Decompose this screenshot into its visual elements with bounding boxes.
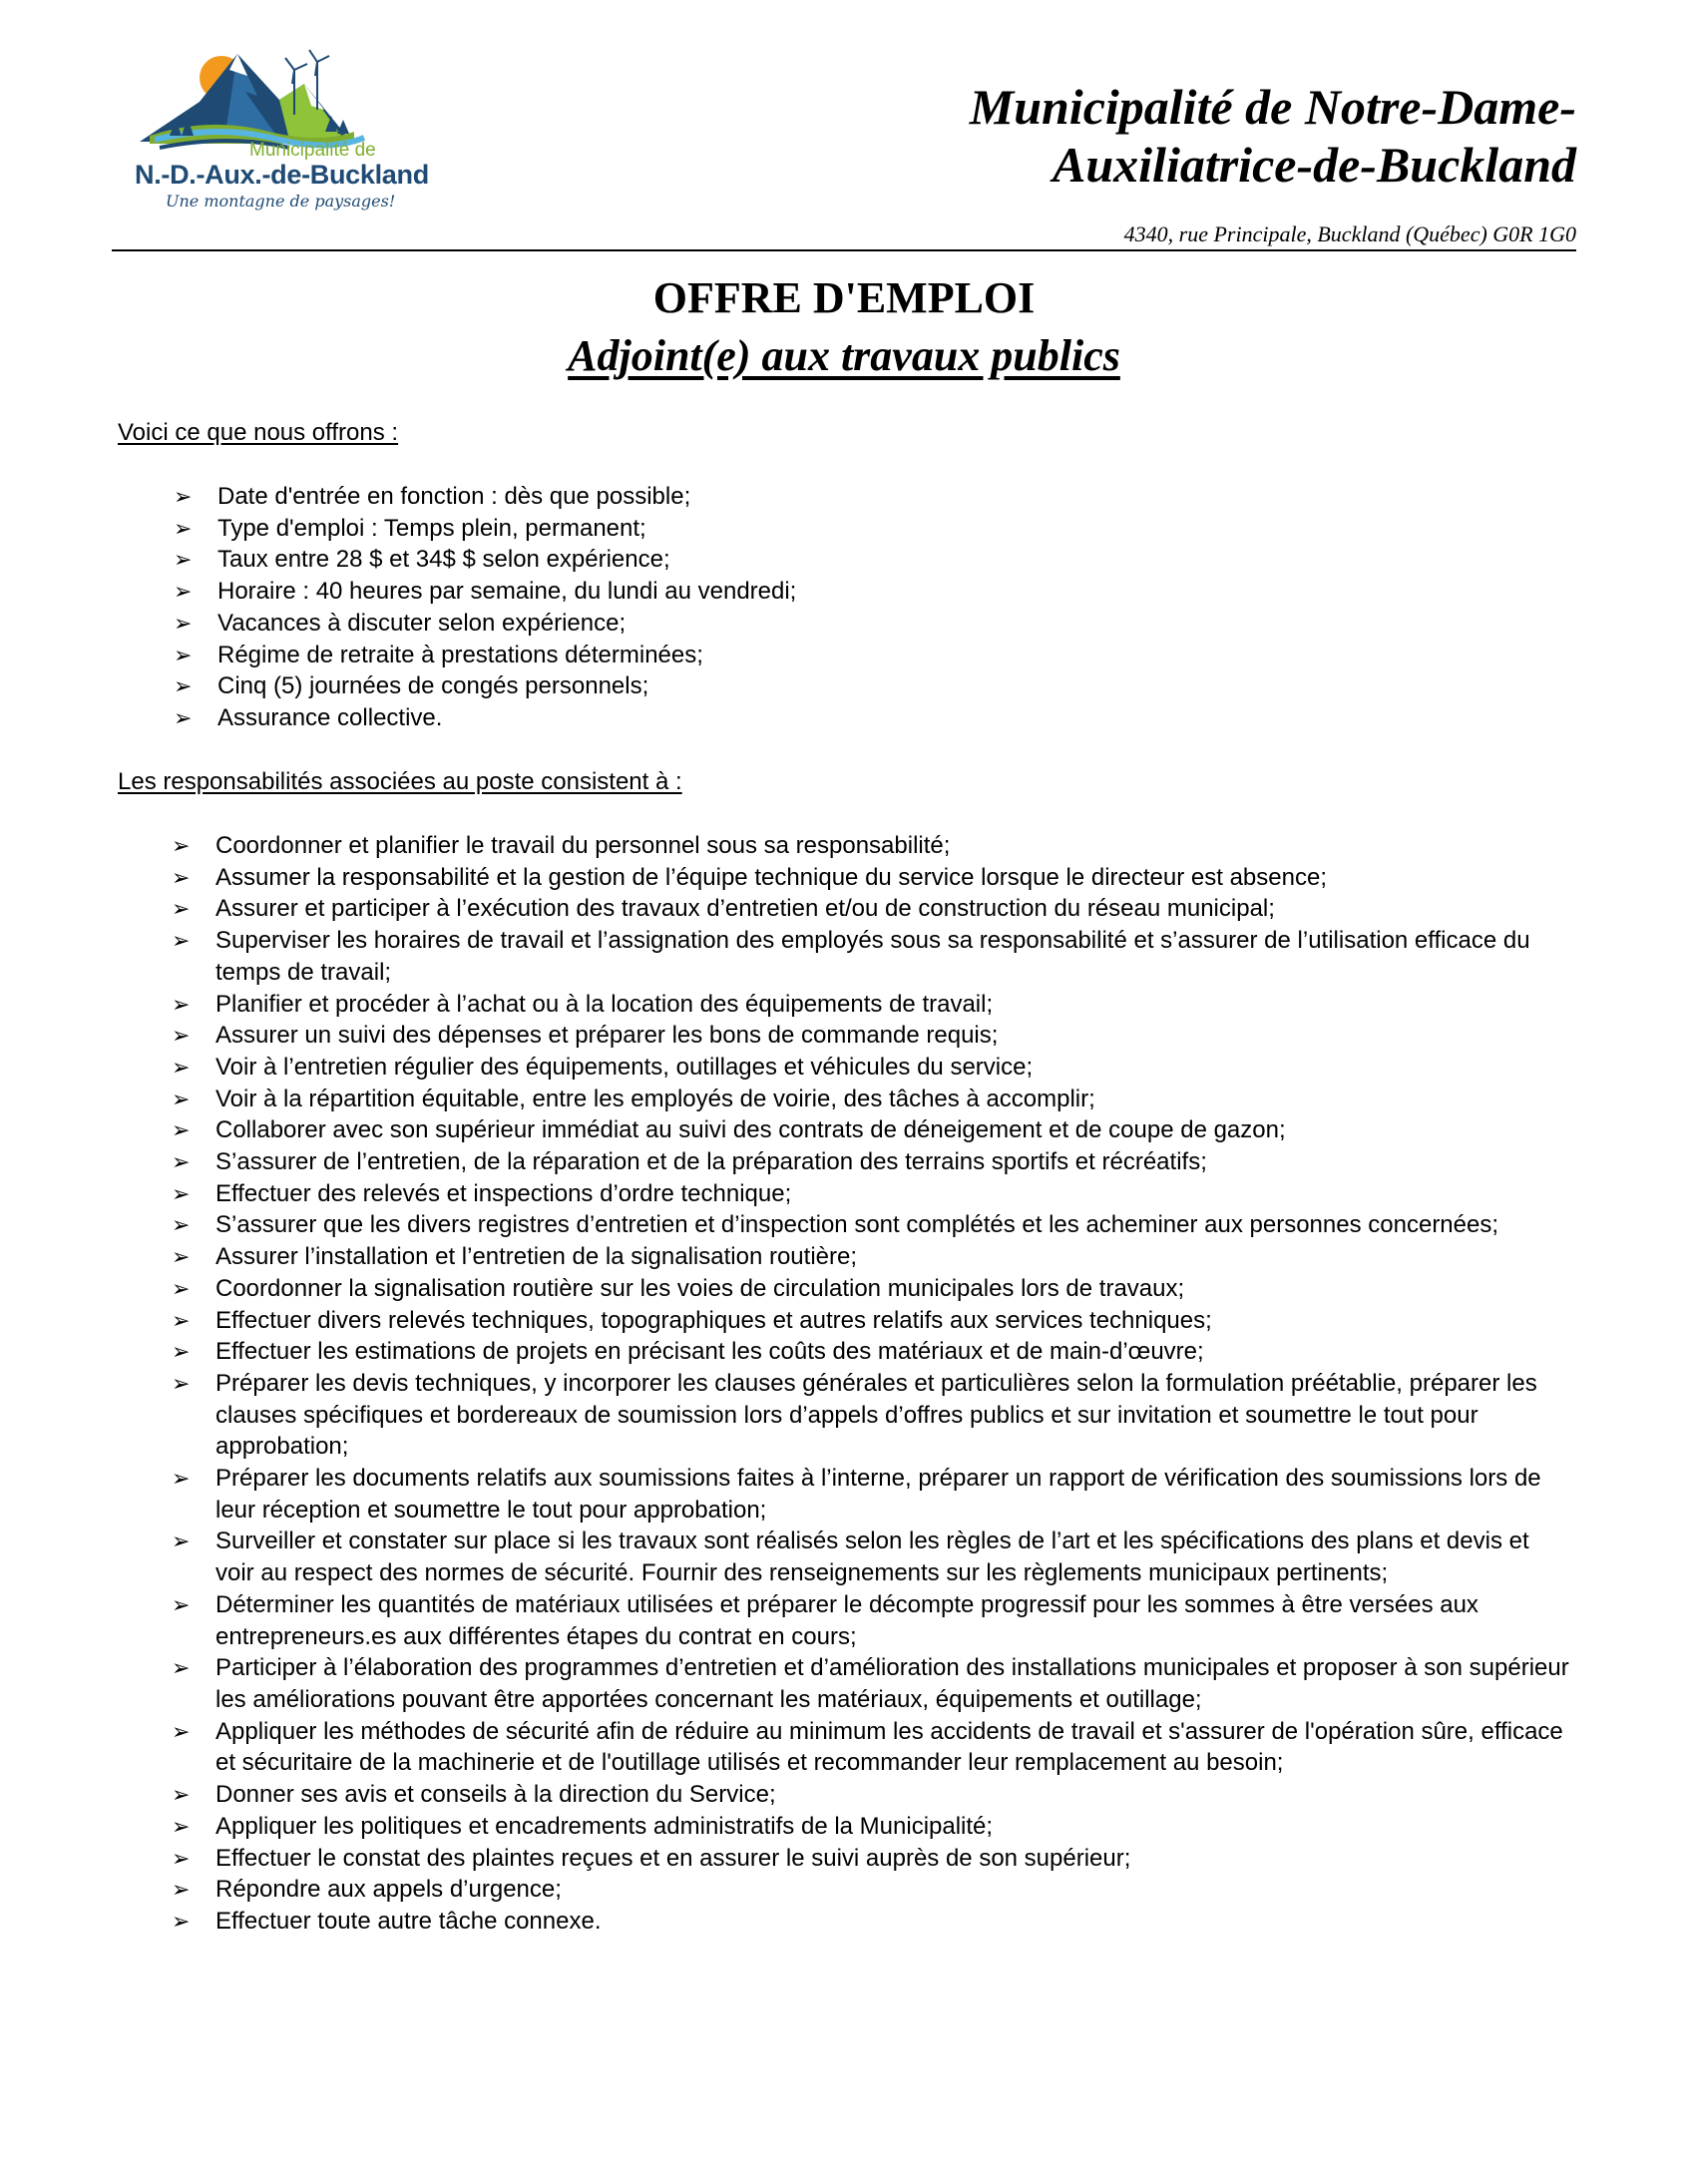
arrowhead-bullet-icon: ➢ xyxy=(172,1813,191,1839)
arrowhead-bullet-icon: ➢ xyxy=(172,1307,191,1333)
list-item xyxy=(172,1652,1572,1715)
list-item xyxy=(172,1273,1572,1305)
list-item-text: Assumer la responsabilité et la gestion de l’équipe technique du service lorsque le directeur est absence; xyxy=(215,863,1327,891)
arrowhead-bullet-icon: ➢ xyxy=(172,1655,191,1681)
arrowhead-bullet-icon: ➢ xyxy=(172,1782,191,1808)
municipality-address: 4340, rue Principale, Buckland (Québec) G0R 1G0 xyxy=(1123,221,1576,246)
list-item-text: Appliquer les méthodes de sécurité afin de réduire au minimum les accidents de travail et s'assurer de l'opération sûre, efficace et sécuritaire de la machinerie et de l'outillage utilisés et recommander leur remplacement au besoin; xyxy=(215,1717,1563,1777)
list-item-text: Assurer l’installation et l’entretien de la signalisation routière; xyxy=(215,1243,858,1271)
responsibilities-list xyxy=(172,830,1572,1938)
list-item-text: Voir à la répartition équitable, entre les employés de voirie, des tâches à accomplir; xyxy=(215,1085,1095,1112)
list-item xyxy=(172,893,1572,925)
arrowhead-bullet-icon: ➢ xyxy=(172,1244,191,1270)
list-item-text: Effectuer les estimations de projets en précisant les coûts des matériaux et de main-d’œuvre; xyxy=(215,1338,1204,1366)
arrowhead-bullet-icon: ➢ xyxy=(172,1370,191,1396)
arrowhead-bullet-icon: ➢ xyxy=(172,928,191,954)
arrowhead-bullet-icon: ➢ xyxy=(174,610,193,636)
arrowhead-bullet-icon: ➢ xyxy=(172,1086,191,1111)
list-item xyxy=(172,1368,1572,1463)
list-item xyxy=(172,1336,1572,1368)
list-item-text: Horaire : 40 heures par semaine, du lundi au vendredi; xyxy=(217,578,797,606)
list-item-text: Type d'emploi : Temps plein, permanent; xyxy=(217,514,646,542)
arrowhead-bullet-icon: ➢ xyxy=(172,896,191,922)
header-divider xyxy=(112,249,1576,251)
list-item xyxy=(172,1526,1572,1588)
list-item xyxy=(172,1114,1572,1146)
list-item-text: S’assurer de l’entretien, de la réparation et de la préparation des terrains sportifs et récréatifs; xyxy=(215,1148,1207,1176)
list-item-text: Effectuer toute autre tâche connexe. xyxy=(215,1907,602,1935)
list-item-text: Planifier et procéder à l’achat ou à la location des équipements de travail; xyxy=(215,990,994,1018)
list-item xyxy=(174,544,1471,576)
municipality-name-line2: Auxiliatrice-de-Buckland xyxy=(1053,137,1576,193)
list-item xyxy=(172,1084,1572,1115)
list-item xyxy=(172,862,1572,894)
arrowhead-bullet-icon: ➢ xyxy=(172,1149,191,1175)
list-item xyxy=(172,1716,1572,1779)
arrowhead-bullet-icon: ➢ xyxy=(172,1466,191,1492)
list-item-text: S’assurer que les divers registres d’entretien et d’inspection sont complétés et les acheminer aux personnes concernées; xyxy=(215,1211,1499,1239)
list-item-text: Coordonner et planifier le travail du personnel sous sa responsabilité; xyxy=(215,832,951,859)
list-item-text: Effectuer divers relevés techniques, topographiques et autres relatifs aux services techniques; xyxy=(215,1306,1212,1334)
arrowhead-bullet-icon: ➢ xyxy=(174,515,193,541)
list-item-text: Préparer les devis techniques, y incorporer les clauses générales et particulières selon la formulation préétablie, préparer les clauses spécifiques et bordereaux de soumission lors d’appels d’offres publics et sur invitation et soumettre le tout pour approbation; xyxy=(215,1369,1537,1461)
page-title: OFFRE D'EMPLOI xyxy=(652,273,1036,322)
list-item-text: Préparer les documents relatifs aux soumissions faites à l’interne, préparer un rapport de vérification des soumissions lors de leur réception et soumettre le tout pour approbation; xyxy=(215,1465,1541,1524)
list-item xyxy=(172,1209,1572,1241)
list-item-text: Assurer un suivi des dépenses et préparer les bons de commande requis; xyxy=(215,1022,999,1050)
arrowhead-bullet-icon: ➢ xyxy=(172,833,191,858)
list-item xyxy=(174,702,1471,734)
arrowhead-bullet-icon: ➢ xyxy=(172,1054,191,1080)
arrowhead-bullet-icon: ➢ xyxy=(172,1339,191,1365)
list-item xyxy=(172,830,1572,862)
arrowhead-bullet-icon: ➢ xyxy=(174,484,193,509)
list-item xyxy=(172,1052,1572,1084)
list-item xyxy=(172,1241,1572,1273)
arrowhead-bullet-icon: ➢ xyxy=(172,1275,191,1301)
list-item-text: Voir à l’entretien régulier des équipements, outillages et véhicules du service; xyxy=(215,1053,1034,1081)
municipality-logo xyxy=(130,40,429,215)
list-item xyxy=(174,608,1471,640)
list-item-text: Taux entre 28 $ et 34$ $ selon expérience; xyxy=(217,546,670,574)
list-item-text: Coordonner la signalisation routière sur les voies de circulation municipales lors de travaux; xyxy=(215,1274,1185,1302)
list-item xyxy=(174,670,1471,702)
arrowhead-bullet-icon: ➢ xyxy=(172,1591,191,1617)
list-item-text: Assurance collective. xyxy=(217,703,443,731)
logo-slogan: Une montagne de paysages! xyxy=(166,192,396,211)
job-title: Adjoint(e) aux travaux publics xyxy=(568,331,1120,380)
list-item xyxy=(172,1874,1572,1906)
list-item-text: Déterminer les quantités de matériaux utilisées et préparer le décompte progressif pour les sommes à être versées aux entrepreneurs.es aux différentes étapes du contrat en cours; xyxy=(215,1590,1478,1650)
list-item-text: Surveiller et constater sur place si les travaux sont réalisés selon les règles de l’art et les spécifications des plans et devis et voir au respect des normes de sécurité. Fournir des renseignements sur les règlements municipaux pertinents; xyxy=(215,1528,1529,1587)
list-item xyxy=(174,640,1471,671)
list-item xyxy=(172,1305,1572,1337)
list-item xyxy=(174,513,1471,545)
list-item-text: Cinq (5) journées de congés personnels; xyxy=(217,672,649,700)
list-item-text: Répondre aux appels d’urgence; xyxy=(215,1876,562,1904)
list-item-text: Superviser les horaires de travail et l’assignation des employés sous sa responsabilité et s’assurer de l’utilisation efficace du temps de travail; xyxy=(215,927,1530,986)
list-item xyxy=(172,1589,1572,1652)
list-item-text: Régime de retraite à prestations déterminées; xyxy=(217,641,703,668)
list-item xyxy=(172,1906,1572,1938)
list-item xyxy=(172,925,1572,988)
list-item xyxy=(172,1779,1572,1811)
list-item-text: Effectuer le constat des plaintes reçues et en assurer le suivi auprès de son supérieur; xyxy=(215,1844,1131,1872)
list-item-text: Effectuer des relevés et inspections d’ordre technique; xyxy=(215,1179,792,1207)
arrowhead-bullet-icon: ➢ xyxy=(172,991,191,1017)
list-item xyxy=(172,1463,1572,1526)
list-item xyxy=(174,481,1471,513)
responsibilities-heading: Les responsabilités associées au poste consistent à : xyxy=(118,768,682,795)
arrowhead-bullet-icon: ➢ xyxy=(172,1117,191,1143)
arrowhead-bullet-icon: ➢ xyxy=(172,1845,191,1871)
arrowhead-bullet-icon: ➢ xyxy=(172,1877,191,1903)
arrowhead-bullet-icon: ➢ xyxy=(172,1908,191,1934)
municipality-name xyxy=(970,78,1576,194)
list-item-text: Vacances à discuter selon expérience; xyxy=(217,609,627,637)
list-item xyxy=(172,1178,1572,1210)
list-item-text: Assurer et participer à l’exécution des travaux d’entretien et/ou de construction du réseau municipal; xyxy=(215,895,1275,923)
logo-text-line2: N.-D.-Aux.-de-Buckland xyxy=(135,160,429,190)
list-item-text: Donner ses avis et conseils à la direction du Service; xyxy=(215,1781,776,1809)
arrowhead-bullet-icon: ➢ xyxy=(172,1718,191,1744)
list-item xyxy=(172,1811,1572,1843)
list-item xyxy=(172,1146,1572,1178)
arrowhead-bullet-icon: ➢ xyxy=(174,673,193,699)
list-item xyxy=(172,1020,1572,1052)
list-item xyxy=(174,576,1471,608)
list-item-text: Date d'entrée en fonction : dès que possible; xyxy=(217,483,691,510)
arrowhead-bullet-icon: ➢ xyxy=(174,547,193,573)
arrowhead-bullet-icon: ➢ xyxy=(172,864,191,890)
list-item xyxy=(172,1843,1572,1875)
list-item xyxy=(172,989,1572,1021)
arrowhead-bullet-icon: ➢ xyxy=(174,642,193,667)
offers-heading: Voici ce que nous offrons : xyxy=(118,419,399,446)
municipality-name-line1: Municipalité de Notre-Dame- xyxy=(969,79,1576,135)
list-item-text: Appliquer les politiques et encadrements administratifs de la Municipalité; xyxy=(215,1812,994,1840)
logo-text-line1: Municipalité de xyxy=(249,140,376,161)
offers-list xyxy=(174,481,1471,734)
list-item-text: Participer à l’élaboration des programmes d’entretien et d’amélioration des installations municipales et proposer à son supérieur les améliorations pouvant être apportées concernant les matériaux, équipements et outillage; xyxy=(215,1654,1569,1713)
arrowhead-bullet-icon: ➢ xyxy=(172,1023,191,1049)
arrowhead-bullet-icon: ➢ xyxy=(174,704,193,730)
list-item-text: Collaborer avec son supérieur immédiat au suivi des contrats de déneigement et de coupe de gazon; xyxy=(215,1116,1286,1144)
arrowhead-bullet-icon: ➢ xyxy=(172,1180,191,1206)
arrowhead-bullet-icon: ➢ xyxy=(172,1212,191,1238)
arrowhead-bullet-icon: ➢ xyxy=(172,1529,191,1554)
arrowhead-bullet-icon: ➢ xyxy=(174,579,193,605)
